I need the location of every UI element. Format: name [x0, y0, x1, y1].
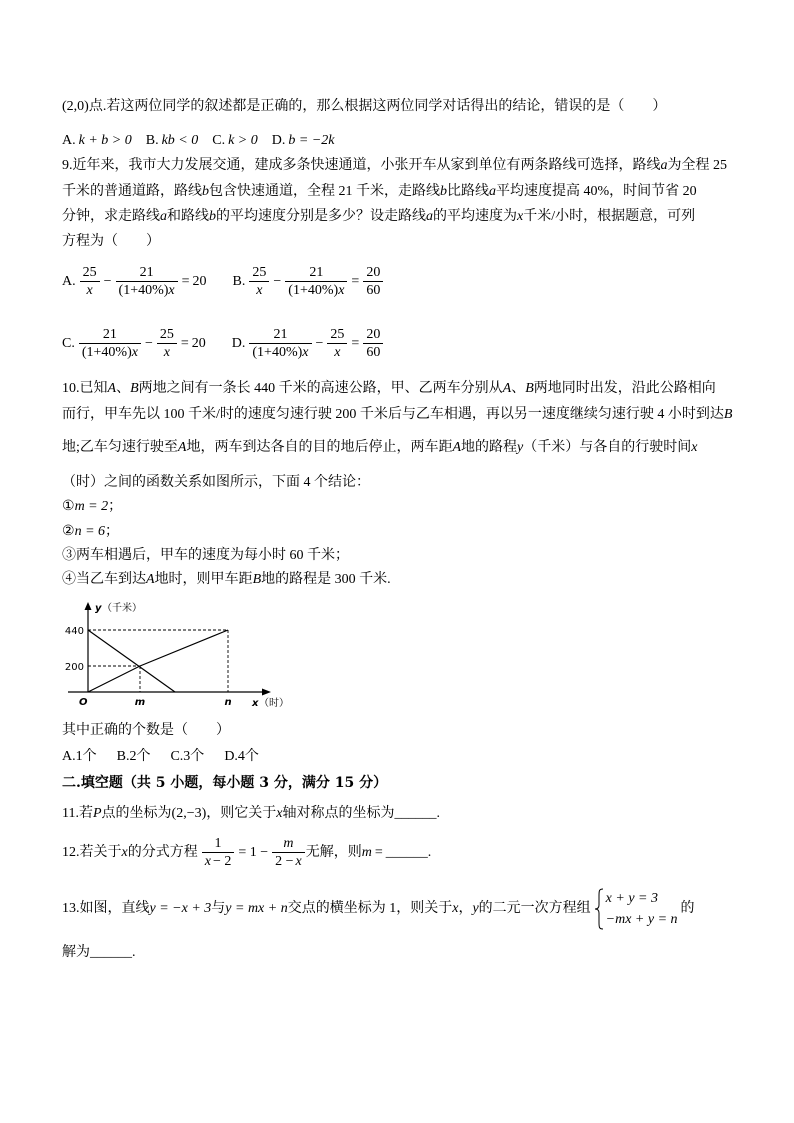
y-axis-arrow: [85, 602, 92, 610]
q10-line-4: [62, 474, 370, 492]
q13-text: 的: [680, 901, 695, 916]
q10-text: 两地之间有一条长 440 千米的高速公路，甲、乙两车分别从: [138, 381, 503, 396]
math-var: A: [146, 572, 155, 587]
q8-options: [62, 132, 349, 150]
option-label: D.: [271, 133, 286, 148]
rhs-value: 20: [192, 274, 207, 289]
denominator: 60: [366, 283, 381, 299]
option-expression: b = −2k: [288, 133, 335, 148]
q9-option-b: [233, 262, 385, 302]
numerator: 25: [249, 264, 269, 282]
equation-middle: = 1 −: [238, 845, 269, 860]
option-expression: k + b > 0: [78, 133, 132, 148]
operator: −: [273, 274, 282, 289]
car-jia-line: [88, 630, 228, 692]
q9-text: 方程为（ ）: [62, 234, 160, 249]
q12-line: [62, 833, 431, 873]
q11-text: 点的坐标为: [101, 806, 172, 821]
math-expression: m = 2: [74, 499, 109, 514]
fraction: [327, 326, 347, 361]
q10-options: [62, 748, 279, 766]
q9-options-ab: [62, 262, 410, 302]
q9-text: 为全程 25: [667, 158, 727, 173]
denominator: x: [86, 283, 93, 299]
q13-text: ，: [458, 901, 473, 916]
point-coordinate: (2,−3): [171, 806, 207, 821]
numerator: 21: [116, 264, 178, 282]
q9-option-c: [62, 324, 206, 364]
distance-time-graph: [62, 598, 298, 714]
section-heading: 二.填空题（共 5 小题，每小题 3 分，满分 15 分）: [62, 775, 388, 791]
x-axis-variable: x: [252, 698, 259, 709]
option-label: B.: [232, 274, 246, 289]
numerator: 21: [249, 326, 311, 344]
q10-line-3: [62, 439, 697, 457]
q12-text: 无解，则: [305, 845, 362, 860]
numerator: m: [272, 835, 305, 853]
math-expression: y = mx + n: [225, 901, 288, 916]
math-var: x: [204, 854, 211, 870]
equals: =: [351, 274, 360, 289]
y-axis-unit: （千米）: [102, 603, 142, 614]
tick-label-n: n: [224, 697, 232, 708]
fraction: [363, 326, 383, 361]
option-expression: kb < 0: [161, 133, 199, 148]
math-expression: n = 6: [74, 524, 106, 539]
q10-text: （千米）与各自的行驶时间: [523, 440, 692, 455]
answer-blank: ______: [90, 945, 132, 960]
q8-stem-line: [62, 98, 666, 116]
tick-label-200: 200: [64, 662, 84, 673]
x-axis-arrow: [262, 689, 271, 696]
denominator-coef: (1+40%): [118, 283, 169, 299]
fraction: [80, 264, 100, 299]
equals: =: [374, 845, 383, 860]
answer-blank: ______: [394, 806, 437, 821]
q9-text: 包含快速通道，全程 21 千米，走路线: [209, 184, 440, 199]
fraction: [202, 835, 235, 870]
q9-text: 千米/小时，根据题意，可列: [523, 209, 696, 224]
option-label: C.: [62, 336, 75, 351]
equation-system: [594, 888, 678, 930]
punctuation: .: [436, 806, 440, 821]
math-var: B: [130, 381, 139, 396]
math-var: A: [177, 440, 187, 455]
system-equation-2: −mx + y = n: [605, 911, 678, 927]
q9-options-cd: [62, 324, 410, 364]
q10-conclusion-1: [62, 498, 122, 516]
denominator-coef: (1+40%): [252, 345, 303, 361]
q11-text: 11.若: [62, 806, 93, 821]
conclusion-text: ③两车相遇后，甲车的速度为每小时 60 千米；: [62, 548, 349, 563]
option-expression: k > 0: [228, 133, 258, 148]
q13-text: 与: [211, 901, 226, 916]
denominator: [249, 344, 311, 361]
numerator: 20: [363, 326, 383, 344]
numerator: 25: [327, 326, 347, 344]
conclusion-number: ①: [62, 499, 75, 514]
q10-text: 10.已知: [62, 381, 108, 396]
numerator: 21: [79, 326, 141, 344]
punctuation: ；: [108, 499, 123, 514]
math-var: x: [168, 283, 175, 299]
q8-option-c: [212, 132, 258, 150]
numerator: 1: [202, 835, 235, 853]
q8-option-d: [272, 132, 335, 150]
denominator-rest: − 2: [212, 854, 232, 870]
q10-text: 地的路程: [461, 440, 518, 455]
q9-line-1: [62, 157, 727, 175]
math-var: b: [202, 184, 209, 199]
math-var: a: [426, 209, 433, 224]
q12-text: 12.若关于: [62, 845, 122, 860]
math-var: B: [525, 381, 534, 396]
q9-text: 分钟，求走路线: [62, 209, 160, 224]
q10-option-c: C.3个: [170, 749, 205, 764]
numerator: 20: [363, 264, 383, 282]
q10-ask-text: 其中正确的个数是（ ）: [62, 723, 230, 738]
math-var: b: [440, 184, 447, 199]
operator: −: [144, 336, 153, 351]
operator: −: [315, 336, 324, 351]
q9-text: 9.近年来，我市大力发展交通，建成多条快速通道，小张开车从家到单位有两条路线可选择，路线: [62, 158, 661, 173]
car-yi-line: [88, 630, 175, 692]
q10-text: （时）之间的函数关系如图所示，下面 4 个结论：: [62, 475, 370, 490]
q9-text: 比路线: [447, 184, 489, 199]
denominator: x: [334, 345, 341, 361]
math-var: a: [489, 184, 496, 199]
denominator: x: [256, 283, 263, 299]
math-var: x: [121, 845, 128, 860]
denominator: [285, 282, 347, 299]
q10-text: 而行，甲车先以 100 千米/时的速度匀速行驶 200 千米后与乙车相遇，再以另一速度继续匀速行驶 4 小时到达: [62, 407, 724, 422]
system-equation-1: x + y = 3: [605, 890, 658, 906]
option-label: D.: [231, 336, 246, 351]
q9-text: 和路线: [167, 209, 209, 224]
conclusion-number: ②: [62, 524, 75, 539]
answer-blank: ______: [385, 845, 428, 860]
numerator: 25: [157, 326, 177, 344]
fraction: [285, 264, 347, 299]
math-var: A: [502, 381, 512, 396]
q10-ask: [62, 722, 230, 740]
punctuation: .: [132, 945, 136, 960]
fraction: [363, 264, 383, 299]
math-var: a: [660, 158, 668, 173]
rhs-value: 20: [191, 336, 206, 351]
fraction: [116, 264, 178, 299]
math-var: x: [276, 806, 283, 821]
fraction: [272, 835, 305, 870]
q13-text: 的二元一次方程组: [478, 901, 591, 916]
q9-text: 的平均速度分别是多少？设走路线: [216, 209, 426, 224]
math-expression: y = −x + 3: [149, 901, 212, 916]
q10-line-2: [62, 406, 732, 424]
q10-conclusion-4: [62, 571, 391, 589]
q10-line-1: [62, 380, 716, 398]
punctuation: ；: [105, 524, 120, 539]
brace-path: [595, 889, 603, 929]
q9-option-a: [62, 262, 207, 302]
numerator: 21: [285, 264, 347, 282]
q8-stem-text: 点.若这两位同学的叙述都是正确的，那么根据这两位同学对话得出的结论，错误的是（ ）: [88, 99, 667, 114]
option-label: B.: [145, 133, 159, 148]
equals: =: [180, 336, 189, 351]
math-var: x: [295, 854, 302, 870]
math-var: x: [302, 345, 309, 361]
math-var: x: [517, 209, 524, 224]
denominator: [79, 344, 141, 361]
q9-option-d: [232, 324, 385, 364]
q11-text: ，则它关于: [206, 806, 277, 821]
conclusion-text: 地的路程是 300 千米.: [261, 572, 391, 587]
q9-text: 的平均速度为: [433, 209, 517, 224]
equals: =: [181, 274, 190, 289]
q10-text: 地;乙车匀速行驶至: [62, 440, 178, 455]
option-label: A.: [62, 274, 76, 289]
math-var: x: [691, 440, 698, 455]
q13-text: 13.如图，直线: [62, 901, 150, 916]
denominator: 60: [366, 345, 381, 361]
q10-text: 地，两车到达各自的目的地后停止，两车距: [186, 440, 453, 455]
math-var: a: [160, 209, 167, 224]
math-var: x: [452, 901, 459, 916]
option-label: C.: [212, 133, 226, 148]
math-var: A: [107, 381, 117, 396]
math-var: B: [252, 572, 262, 587]
q8-option-a: [62, 132, 132, 150]
math-var: A: [452, 440, 462, 455]
tick-label-m: m: [134, 697, 146, 708]
q9-line-2: [62, 183, 697, 201]
denominator: x: [163, 345, 170, 361]
q11-text: 轴对称点的坐标为: [282, 806, 395, 821]
math-var: x: [338, 283, 345, 299]
conclusion-text: ④当乙车到达: [62, 572, 146, 587]
denominator: [272, 853, 305, 870]
y-axis-variable: y: [95, 603, 102, 614]
q9-text: 千米的普通道路，路线: [62, 184, 202, 199]
option-label: A.: [62, 133, 76, 148]
q8-option-b: [146, 132, 199, 150]
q13-text: 交点的横坐标为 1，则关于: [287, 901, 453, 916]
fraction: [79, 326, 141, 361]
numerator: 25: [80, 264, 100, 282]
math-var: y: [517, 440, 524, 455]
q10-option-b: B.2个: [116, 749, 151, 764]
fraction: [157, 326, 177, 361]
q10-text: 、: [116, 381, 131, 396]
denominator-coef: (1+40%): [288, 283, 339, 299]
q10-option-a: A.1个: [62, 749, 97, 764]
q10-text: 、: [511, 381, 526, 396]
q10-conclusion-3: [62, 547, 349, 565]
conclusion-text: 地时，则甲车距: [154, 572, 253, 587]
fraction: [249, 326, 311, 361]
q10-option-d: D.4个: [224, 749, 259, 764]
denominator: [202, 853, 235, 870]
origin-label: O: [79, 697, 88, 708]
system-brace: [594, 888, 604, 930]
operator: −: [103, 274, 112, 289]
q9-line-3: [62, 208, 695, 226]
q11-line: [62, 805, 440, 823]
q9-text: 平均速度提高 40%，时间节省 20: [496, 184, 697, 199]
q10-text: 两地同时出发，沿此公路相向: [533, 381, 716, 396]
equals: =: [351, 336, 360, 351]
math-var: B: [723, 407, 733, 422]
q13-line-2: [62, 944, 136, 962]
x-axis-unit: （时）: [259, 698, 289, 709]
q13-text: 解为: [62, 945, 90, 960]
denominator-rest: 2 −: [275, 854, 294, 870]
math-var: y: [472, 901, 479, 916]
math-var: b: [209, 209, 216, 224]
denominator: [116, 282, 178, 299]
math-var: x: [131, 345, 138, 361]
tick-label-440: 440: [64, 626, 84, 637]
denominator-coef: (1+40%): [81, 345, 132, 361]
q10-conclusion-2: [62, 523, 119, 541]
point-coordinate: (2,0): [62, 99, 89, 114]
q9-line-4: [62, 233, 160, 251]
math-var: P: [92, 806, 102, 821]
q12-text: 的分式方程: [127, 845, 198, 860]
fraction: [249, 264, 269, 299]
punctuation: .: [427, 845, 432, 860]
math-var: m: [361, 845, 372, 860]
q13-line-1: [62, 887, 695, 931]
